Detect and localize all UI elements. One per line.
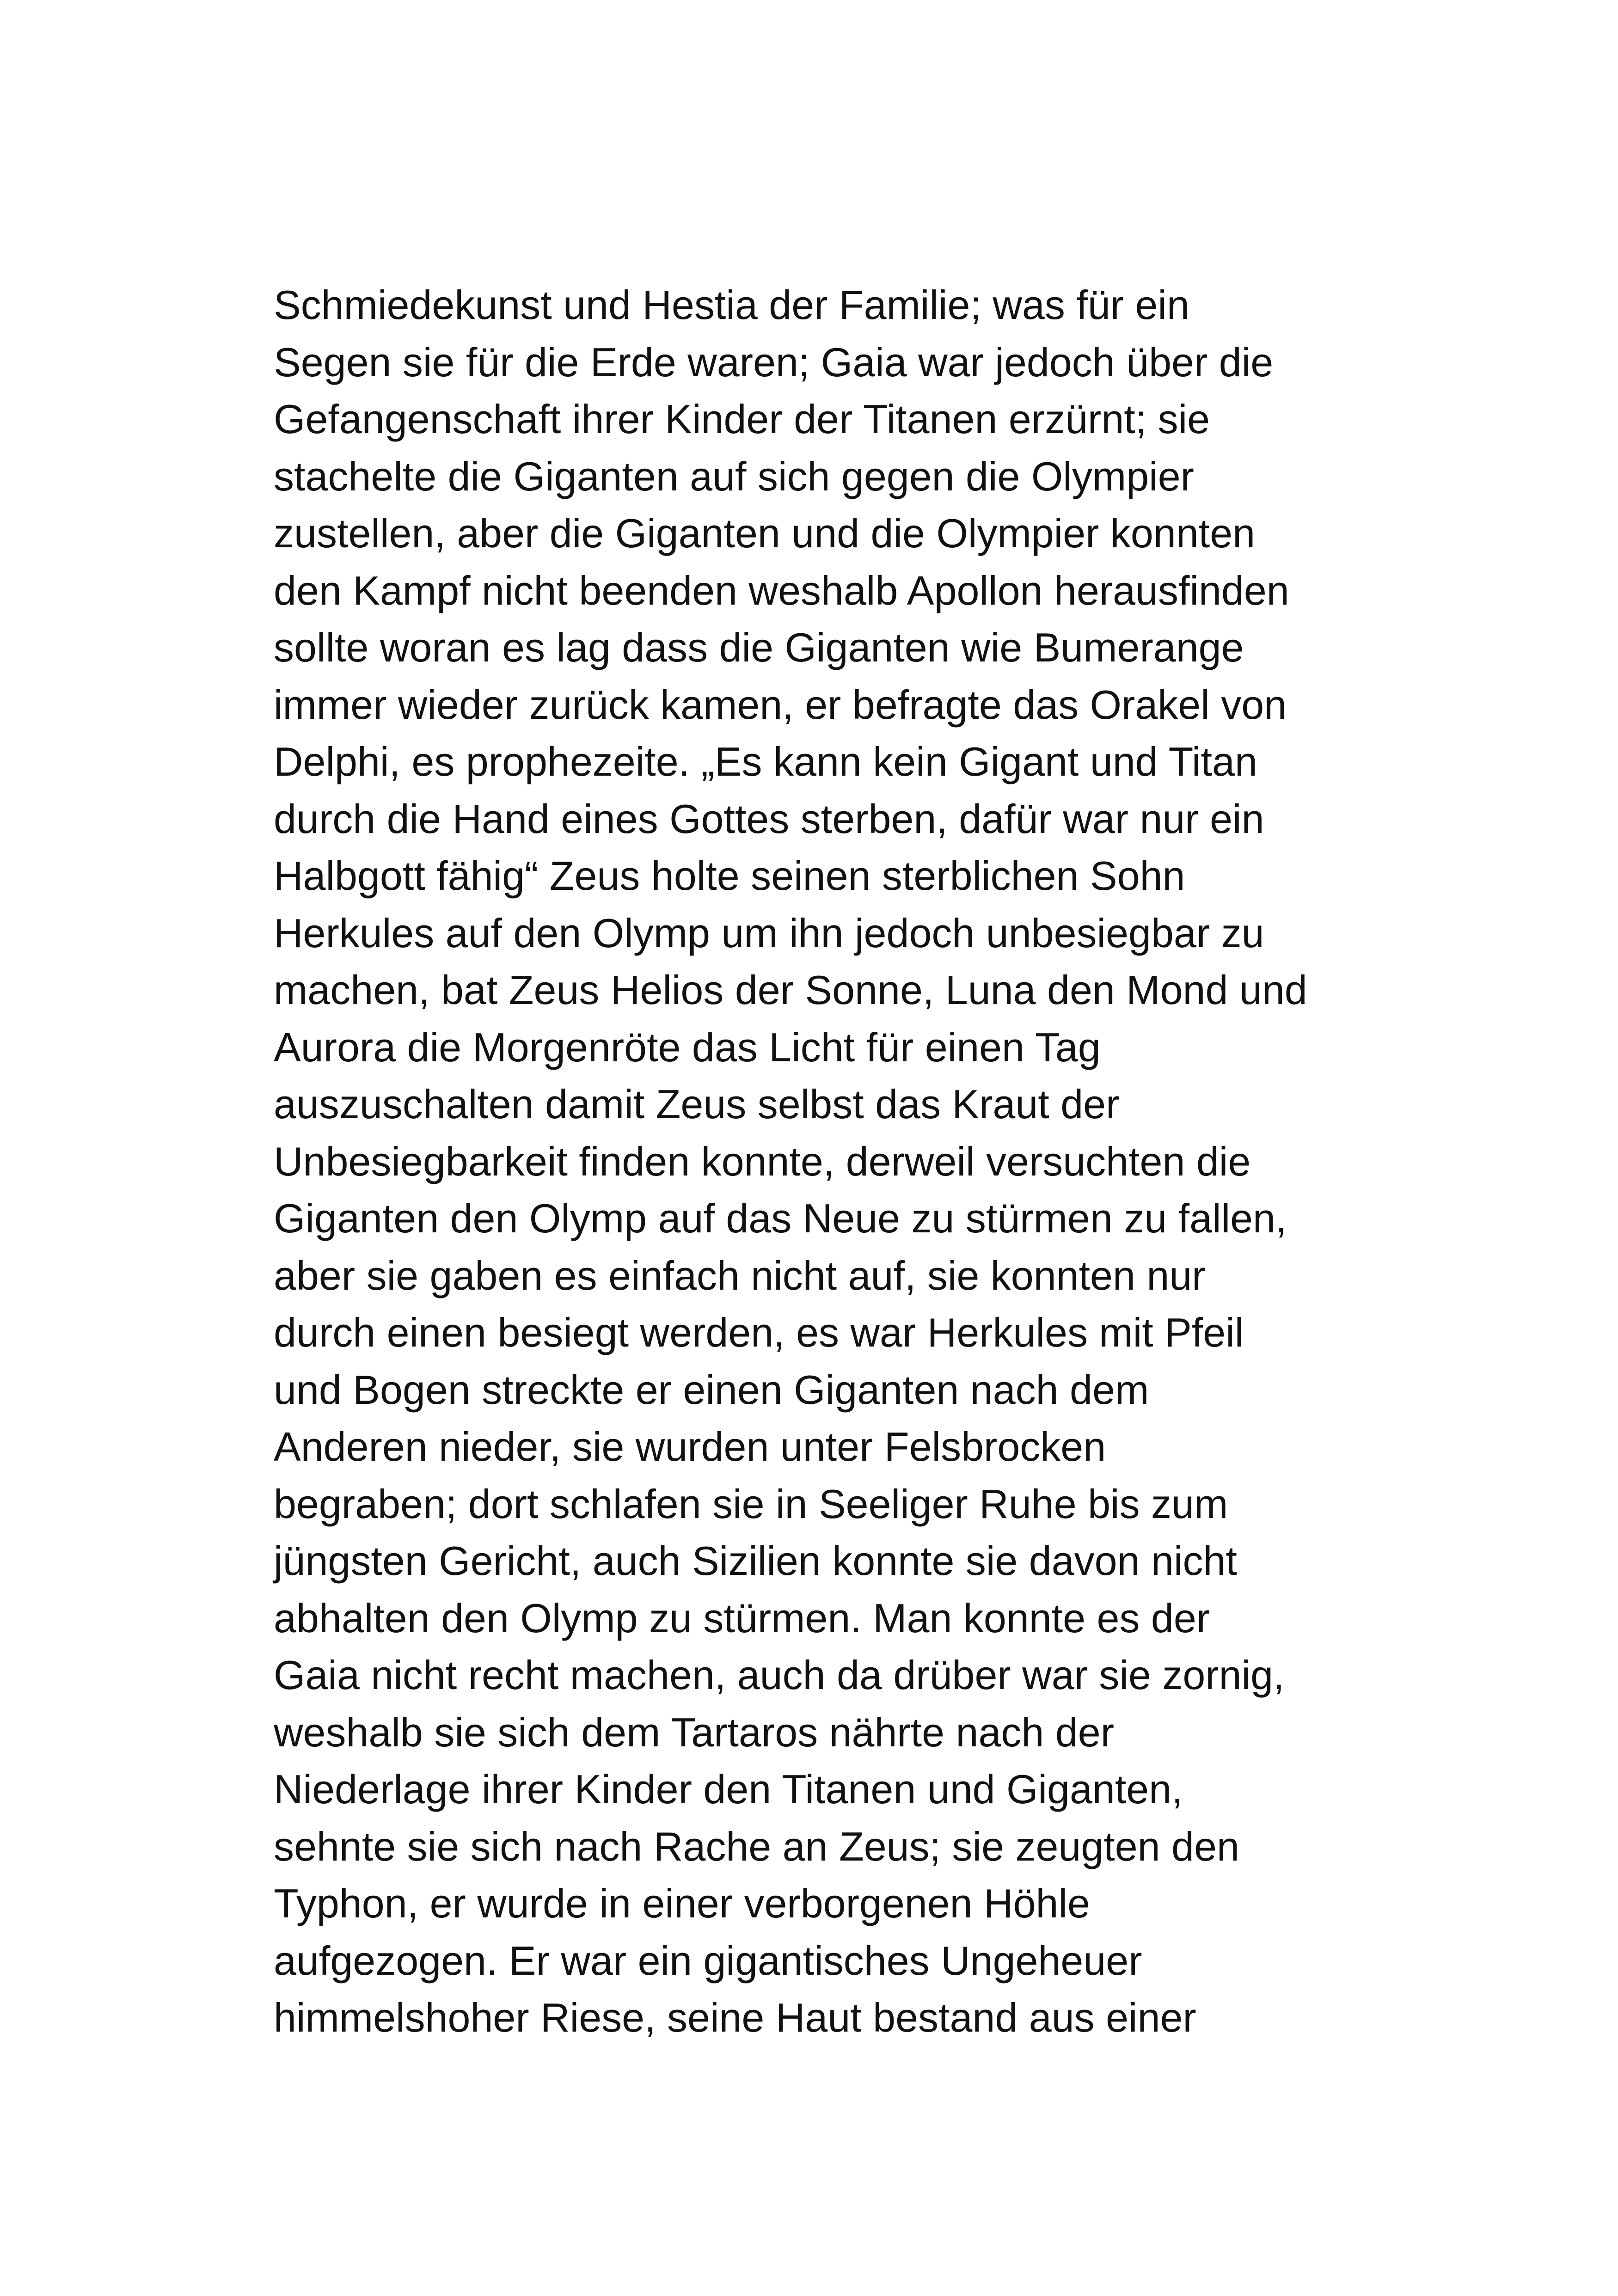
text-line: sehnte sie sich nach Rache an Zeus; sie zeugten den [274,1823,1239,1869]
text-line: himmelshoher Riese, seine Haut bestand aus einer [274,1995,1196,2040]
text-line: Gefangenschaft ihrer Kinder der Titanen erzürnt; sie [274,396,1210,442]
text-line: Anderen nieder, sie wurden unter Felsbrocken [274,1424,1106,1469]
text-line: zustellen, aber die Giganten und die Olympier konnten [274,510,1256,556]
text-line: Schmiedekunst und Hestia der Familie; was für ein [274,282,1189,328]
text-line: weshalb sie sich dem Tartaros nährte nach der [274,1709,1115,1755]
text-line: sollte woran es lag dass die Giganten wie Bumerange [274,625,1244,670]
text-line: Delphi, es prophezeite. „Es kann kein Gigant und Titan [274,739,1257,784]
text-line: aufgezogen. Er war ein gigantisches Ungeheuer [274,1937,1142,1984]
text-line: durch einen besiegt werden, es war Herkules mit Pfeil [274,1310,1244,1355]
text-line: Halbgott fähig“ Zeus holte seinen sterblichen Sohn [274,853,1185,899]
text-line: Typhon, er wurde in einer verborgenen Höhle [274,1880,1090,1926]
text-line: abhalten den Olymp zu stürmen. Man konnte es der [274,1595,1210,1641]
text-line: den Kampf nicht beenden weshalb Apollon herausfinden [274,567,1289,613]
text-line: machen, bat Zeus Helios der Sonne, Luna den Mond und [274,967,1307,1013]
text-line: Gaia nicht recht machen, auch da drüber war sie zornig, [274,1652,1285,1698]
text-line: begraben; dort schlafen sie in Seeliger Ruhe bis zum [274,1481,1228,1527]
text-line: und Bogen streckte er einen Giganten nach dem [274,1366,1149,1413]
text-line: Herkules auf den Olymp um ihn jedoch unbesiegbar zu [274,910,1264,956]
text-line: jüngsten Gericht, auch Sizilien konnte sie davon nicht [274,1538,1237,1584]
text-line: immer wieder zurück kamen, er befragte das Orakel von [274,681,1287,728]
text-line: Giganten den Olymp auf das Neue zu stürmen zu fallen, [274,1195,1287,1241]
text-line: Unbesiegbarkeit finden konnte, derweil versuchten die [274,1138,1251,1184]
body-text [274,276,1429,2046]
text-line: durch die Hand eines Gottes sterben, dafür war nur ein [274,796,1264,842]
text-line: auszuschalten damit Zeus selbst das Kraut der [274,1081,1120,1127]
text-line: Niederlage ihrer Kinder den Titanen und Giganten, [274,1766,1183,1812]
text-line: stachelte die Giganten auf sich gegen die Olympier [274,453,1194,499]
text-line: Aurora die Morgenröte das Licht für einen Tag [274,1024,1101,1070]
text-line: aber sie gaben es einfach nicht auf, sie konnten nur [274,1252,1206,1298]
text-line: Segen sie für die Erde waren; Gaia war jedoch über die [274,339,1274,385]
